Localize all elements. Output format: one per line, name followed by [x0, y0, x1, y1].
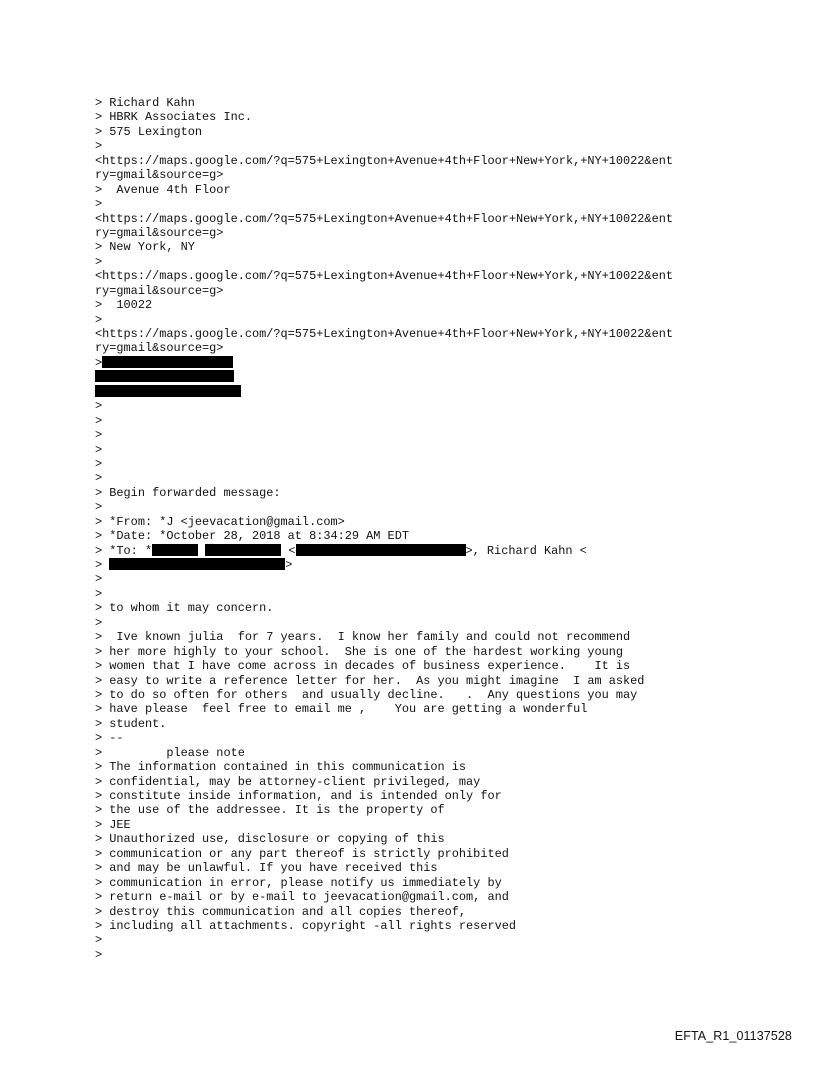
redaction-box [296, 544, 466, 556]
header-to [95, 544, 795, 558]
quote-line: > [95, 139, 103, 154]
redaction-box [95, 370, 234, 382]
body-line: > communication in error, please notify us immediately by [95, 875, 502, 890]
header-to-prefix: > *To: * [95, 543, 153, 558]
body-line: > Ive known julia for 7 years. I know her family and could not recommend [95, 630, 631, 645]
maps-link-line-cont[interactable]: ry=gmail&source=g> [95, 341, 224, 356]
body-line: > women that I have come across in decades of business experience. It is [95, 659, 631, 674]
body-line: > -- [95, 731, 124, 746]
maps-link-line[interactable]: <https://maps.google.com/?q=575+Lexington+Avenue+4th+Floor+New+York,+NY+10022&ent [95, 153, 673, 168]
maps-link-line-cont[interactable]: ry=gmail&source=g> [95, 225, 224, 240]
maps-link-line[interactable]: <https://maps.google.com/?q=575+Lexington+Avenue+4th+Floor+New+York,+NY+10022&ent [95, 269, 673, 284]
body-line: > return e-mail or by e-mail to jeevacation@gmail.com, and [95, 890, 509, 905]
maps-link-line-cont[interactable]: ry=gmail&source=g> [95, 283, 224, 298]
quote-line: > [95, 312, 103, 327]
body-line: > [95, 947, 103, 962]
body-line: > including all attachments. copyright -all rights reserved [95, 918, 516, 933]
header-to-lt: < [281, 543, 296, 558]
signature-zip: > 10022 [95, 298, 153, 313]
body-line: > communication or any part thereof is strictly prohibited [95, 846, 509, 861]
body-line: > JEE [95, 817, 131, 832]
email-document [95, 96, 795, 962]
maps-link-line[interactable]: <https://maps.google.com/?q=575+Lexington+Avenue+4th+Floor+New+York,+NY+10022&ent [95, 327, 673, 341]
redaction-box [152, 544, 198, 556]
signature-street: > 575 Lexington [95, 124, 203, 139]
document-id-footer: EFTA_R1_01137528 [674, 1029, 792, 1043]
quote-line: > [95, 428, 103, 443]
quote-line: > [95, 254, 103, 269]
body-line: > [95, 615, 103, 630]
maps-link-line-cont[interactable]: ry=gmail&source=g> [95, 168, 224, 183]
quote-line: > [95, 586, 103, 601]
header-date: > *Date: *October 28, 2018 at 8:34:29 AM EDT [95, 529, 409, 544]
quote-line: > [95, 197, 103, 212]
body-line: > Unauthorized use, disclosure or copying of this [95, 832, 445, 847]
quote-line: > [95, 442, 103, 457]
body-line: > to whom it may concern. [95, 601, 274, 616]
body-line: > her more highly to your school. She is one of the hardest working young [95, 644, 624, 659]
body-line: > to do so often for others and usually decline. . Any questions you may [95, 687, 638, 702]
redaction-box [95, 385, 241, 397]
signature-company: > HBRK Associates Inc. [95, 110, 252, 125]
body-line: > please note [95, 745, 245, 760]
header-to-line2-suffix: > [285, 558, 293, 572]
quote-line: > [95, 500, 103, 515]
redaction-box [109, 558, 285, 570]
quote-line: > [95, 572, 103, 587]
header-to-cont [95, 558, 795, 572]
quote-line: > [95, 471, 103, 486]
forwarded-message-label: > Begin forwarded message: [95, 485, 281, 500]
body-line: > constitute inside information, and is intended only for [95, 789, 502, 803]
header-from: > *From: *J <jeevacation@gmail.com> [95, 514, 345, 529]
header-to-mid: >, Richard Kahn < [465, 543, 587, 558]
header-to-line2-prefix: > [95, 558, 110, 572]
redaction-box [205, 544, 281, 556]
quote-marker: > [95, 355, 103, 370]
quote-line: > [95, 456, 103, 471]
body-line: > the use of the addressee. It is the property of [95, 803, 445, 818]
body-line: > [95, 933, 103, 948]
body-line: > and may be unlawful. If you have received this [95, 861, 438, 876]
body-line: > The information contained in this communication is [95, 760, 467, 775]
signature-name: > Richard Kahn [95, 96, 195, 110]
redacted-line [95, 385, 795, 399]
maps-link-line[interactable]: <https://maps.google.com/?q=575+Lexington+Avenue+4th+Floor+New+York,+NY+10022&ent [95, 211, 673, 226]
body-line: > destroy this communication and all copies thereof, [95, 904, 467, 919]
signature-city: > New York, NY [95, 240, 195, 255]
body-line: > easy to write a reference letter for her. As you might imagine I am asked [95, 673, 645, 688]
redacted-line [95, 356, 795, 370]
quote-line: > [95, 413, 103, 428]
redacted-line [95, 370, 795, 384]
quote-line: > [95, 399, 103, 414]
body-line: > have please feel free to email me , You are getting a wonderful [95, 702, 588, 717]
redaction-box [102, 356, 233, 368]
body-line: > confidential, may be attorney-client privileged, may [95, 774, 481, 789]
body-line: > student. [95, 716, 167, 731]
header-to-sep [198, 544, 205, 558]
signature-floor: > Avenue 4th Floor [95, 182, 231, 197]
